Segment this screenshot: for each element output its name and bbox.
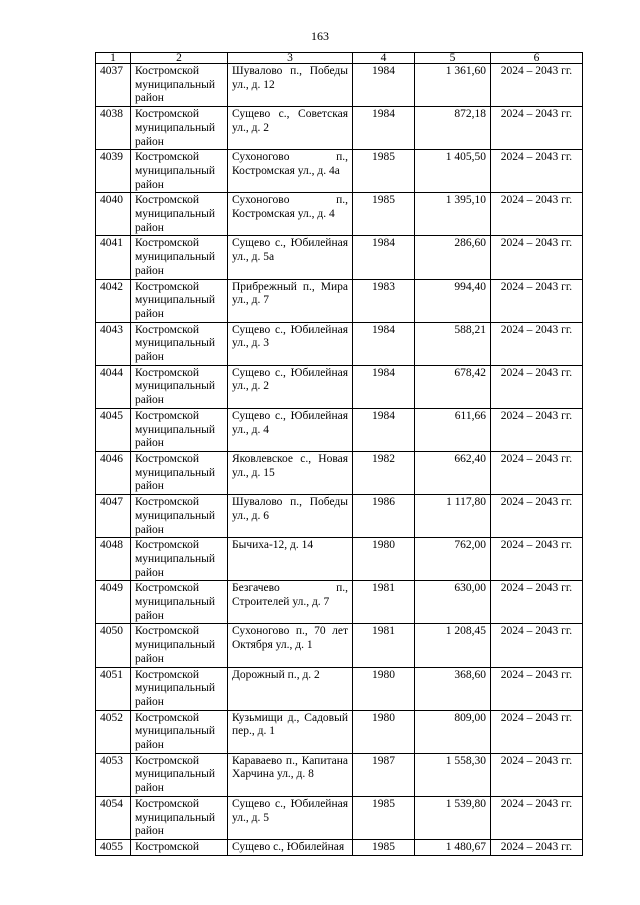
- table-row: [96, 667, 583, 710]
- row-address: Безгачево п., Строителей ул., д. 7: [228, 581, 353, 624]
- row-area: 1 208,45: [415, 624, 491, 667]
- row-build-year: 1984: [353, 236, 415, 279]
- row-number: 4037: [96, 64, 131, 107]
- table-row: [96, 279, 583, 322]
- column-header-6: 6: [491, 53, 583, 64]
- row-address: Сущево с., Советская ул., д. 2: [228, 107, 353, 150]
- row-build-year: 1981: [353, 581, 415, 624]
- row-address: Караваево п., Капитана Харчина ул., д. 8: [228, 753, 353, 796]
- row-repair-period: 2024 – 2043 гг.: [491, 408, 583, 451]
- row-district: Костромской муниципальный район: [131, 796, 228, 839]
- row-number: 4038: [96, 107, 131, 150]
- row-build-year: 1984: [353, 64, 415, 107]
- row-build-year: 1984: [353, 408, 415, 451]
- row-area: 1 405,50: [415, 150, 491, 193]
- table-row: [96, 538, 583, 581]
- row-area: 1 558,30: [415, 753, 491, 796]
- row-build-year: 1982: [353, 451, 415, 494]
- row-repair-period: 2024 – 2043 гг.: [491, 624, 583, 667]
- row-number: 4042: [96, 279, 131, 322]
- row-district: Костромской муниципальный район: [131, 150, 228, 193]
- row-build-year: 1986: [353, 495, 415, 538]
- row-address: Сущево с., Юбилейная ул., д. 5: [228, 796, 353, 839]
- row-build-year: 1985: [353, 796, 415, 839]
- row-address: Шувалово п., Победы ул., д. 6: [228, 495, 353, 538]
- row-build-year: 1985: [353, 193, 415, 236]
- column-number-row: [96, 53, 583, 64]
- row-repair-period: 2024 – 2043 гг.: [491, 710, 583, 753]
- row-district: Костромской муниципальный район: [131, 236, 228, 279]
- row-district: Костромской муниципальный район: [131, 710, 228, 753]
- row-district: Костромской муниципальный район: [131, 451, 228, 494]
- row-area: 1 395,10: [415, 193, 491, 236]
- column-header-2: 2: [131, 53, 228, 64]
- row-repair-period: 2024 – 2043 гг.: [491, 753, 583, 796]
- row-build-year: 1980: [353, 538, 415, 581]
- row-repair-period: 2024 – 2043 гг.: [491, 150, 583, 193]
- row-repair-period: 2024 – 2043 гг.: [491, 365, 583, 408]
- table-row: [96, 451, 583, 494]
- row-build-year: 1987: [353, 753, 415, 796]
- row-repair-period: 2024 – 2043 гг.: [491, 796, 583, 839]
- row-address: Прибрежный п., Мира ул., д. 7: [228, 279, 353, 322]
- table-row: [96, 322, 583, 365]
- column-header-1: 1: [96, 53, 131, 64]
- row-address: Сухоноговo п., Костромская ул., д. 4: [228, 193, 353, 236]
- row-address: Сущево с., Юбилейная ул., д. 5а: [228, 236, 353, 279]
- row-district: Костромской муниципальный район: [131, 365, 228, 408]
- table-row: [96, 365, 583, 408]
- column-header-3: 3: [228, 53, 353, 64]
- row-area: 809,00: [415, 710, 491, 753]
- row-address: Бычиха-12, д. 14: [228, 538, 353, 581]
- row-district: Костромской муниципальный район: [131, 408, 228, 451]
- row-number: 4049: [96, 581, 131, 624]
- row-address: Сухоногово п., 70 лет Октября ул., д. 1: [228, 624, 353, 667]
- table-row: [96, 581, 583, 624]
- column-header-5: 5: [415, 53, 491, 64]
- row-number: 4052: [96, 710, 131, 753]
- row-area: 1 361,60: [415, 64, 491, 107]
- row-repair-period: 2024 – 2043 гг.: [491, 451, 583, 494]
- row-district: Костромской муниципальный район: [131, 279, 228, 322]
- row-number: 4039: [96, 150, 131, 193]
- row-build-year: 1980: [353, 667, 415, 710]
- row-address: Сущево с., Юбилейная ул., д. 4: [228, 408, 353, 451]
- table-row: [96, 236, 583, 279]
- row-build-year: 1981: [353, 624, 415, 667]
- row-district: Костромской муниципальный район: [131, 538, 228, 581]
- row-district: Костромской муниципальный район: [131, 667, 228, 710]
- table-row: [96, 408, 583, 451]
- table-row: [96, 64, 583, 107]
- row-number: 4051: [96, 667, 131, 710]
- row-district: Костромской муниципальный район: [131, 64, 228, 107]
- row-district: Костромской муниципальный район: [131, 753, 228, 796]
- row-district: Костромской муниципальный район: [131, 624, 228, 667]
- row-build-year: 1984: [353, 322, 415, 365]
- row-area: 368,60: [415, 667, 491, 710]
- row-area: 762,00: [415, 538, 491, 581]
- table-row: [96, 193, 583, 236]
- row-area: 286,60: [415, 236, 491, 279]
- row-repair-period: 2024 – 2043 гг.: [491, 64, 583, 107]
- row-district: Костромской муниципальный район: [131, 193, 228, 236]
- row-district: Костромской муниципальный район: [131, 495, 228, 538]
- row-number: 4046: [96, 451, 131, 494]
- row-district: Костромской муниципальный район: [131, 107, 228, 150]
- row-repair-period: 2024 – 2043 гг.: [491, 538, 583, 581]
- row-area: 630,00: [415, 581, 491, 624]
- row-number: 4048: [96, 538, 131, 581]
- table-row: [96, 753, 583, 796]
- row-number: 4045: [96, 408, 131, 451]
- table-row: [96, 107, 583, 150]
- row-address: Дорожный п., д. 2: [228, 667, 353, 710]
- column-header-4: 4: [353, 53, 415, 64]
- page-number: 163: [311, 29, 329, 43]
- row-build-year: 1984: [353, 365, 415, 408]
- row-build-year: 1985: [353, 839, 415, 855]
- table-row: [96, 839, 583, 855]
- row-area: 662,40: [415, 451, 491, 494]
- row-address: Сущево с., Юбилейная ул., д. 3: [228, 322, 353, 365]
- row-district: Костромской: [131, 839, 228, 855]
- row-address: Кузьмищи д., Садовый пер., д. 1: [228, 710, 353, 753]
- row-repair-period: 2024 – 2043 гг.: [491, 279, 583, 322]
- row-repair-period: 2024 – 2043 гг.: [491, 667, 583, 710]
- row-number: 4050: [96, 624, 131, 667]
- table-body: [96, 53, 583, 856]
- row-address: Яковлевское с., Новая ул., д. 15: [228, 451, 353, 494]
- housing-registry-table: [95, 52, 583, 856]
- row-repair-period: 2024 – 2043 гг.: [491, 193, 583, 236]
- table-row: [96, 796, 583, 839]
- row-number: 4047: [96, 495, 131, 538]
- row-district: Костромской муниципальный район: [131, 581, 228, 624]
- row-number: 4040: [96, 193, 131, 236]
- row-area: 994,40: [415, 279, 491, 322]
- row-area: 1 480,67: [415, 839, 491, 855]
- table-row: [96, 495, 583, 538]
- row-repair-period: 2024 – 2043 гг.: [491, 581, 583, 624]
- row-area: 611,66: [415, 408, 491, 451]
- row-number: 4044: [96, 365, 131, 408]
- row-build-year: 1984: [353, 107, 415, 150]
- row-number: 4054: [96, 796, 131, 839]
- row-repair-period: 2024 – 2043 гг.: [491, 839, 583, 855]
- table-row: [96, 150, 583, 193]
- row-repair-period: 2024 – 2043 гг.: [491, 322, 583, 365]
- row-build-year: 1983: [353, 279, 415, 322]
- row-number: 4055: [96, 839, 131, 855]
- row-repair-period: 2024 – 2043 гг.: [491, 495, 583, 538]
- row-district: Костромской муниципальный район: [131, 322, 228, 365]
- row-number: 4043: [96, 322, 131, 365]
- table-row: [96, 624, 583, 667]
- row-address: Сущево с., Юбилейная ул., д. 2: [228, 365, 353, 408]
- row-area: 872,18: [415, 107, 491, 150]
- row-area: 678,42: [415, 365, 491, 408]
- row-repair-period: 2024 – 2043 гг.: [491, 236, 583, 279]
- row-area: 1 117,80: [415, 495, 491, 538]
- row-address: Сухоноговo п., Костромская ул., д. 4а: [228, 150, 353, 193]
- row-build-year: 1985: [353, 150, 415, 193]
- row-area: 1 539,80: [415, 796, 491, 839]
- row-address: Шувалово п., Победы ул., д. 12: [228, 64, 353, 107]
- row-number: 4041: [96, 236, 131, 279]
- row-area: 588,21: [415, 322, 491, 365]
- row-build-year: 1980: [353, 710, 415, 753]
- table-row: [96, 710, 583, 753]
- row-address: Сущево с., Юбилейная: [228, 839, 353, 855]
- row-repair-period: 2024 – 2043 гг.: [491, 107, 583, 150]
- row-number: 4053: [96, 753, 131, 796]
